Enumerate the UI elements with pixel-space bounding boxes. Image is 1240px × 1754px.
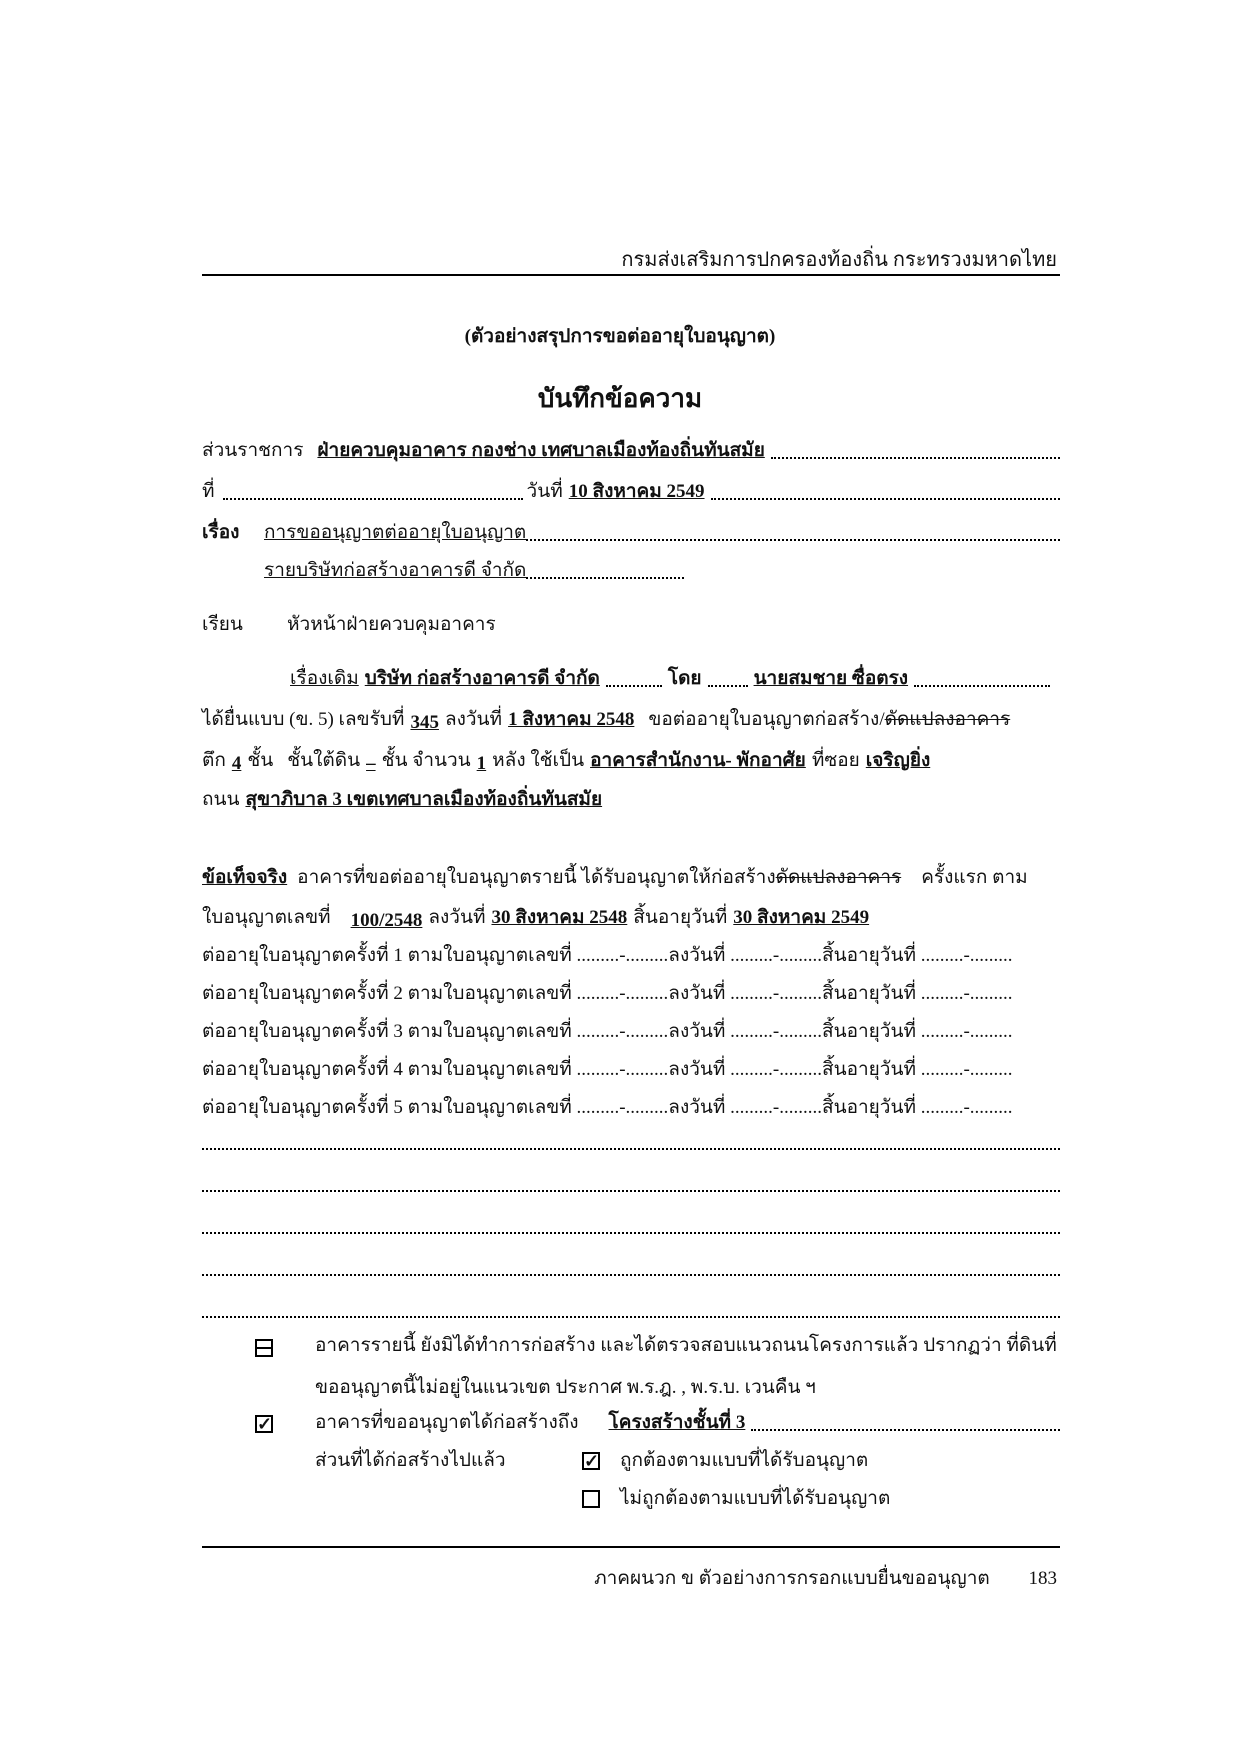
facts-label: ข้อเท็จจริง (202, 867, 288, 888)
subject-fill (526, 539, 1060, 541)
basement-label: ชั้นใต้ดิน (287, 750, 361, 771)
check-item2-value: โครงสร้างชั้นที่ 3 (608, 1412, 746, 1433)
document-subtitle: (ตัวอย่างสรุปการขอต่ออายุใบอนุญาต) (464, 326, 776, 347)
use-label: หลัง ใช้เป็น (492, 750, 585, 771)
facts-strike: ดัดแปลงอาคาร (775, 867, 902, 888)
subject-fill2 (526, 577, 684, 579)
blank-line (202, 1274, 1060, 1276)
opt-correct-label: ถูกต้องตามแบบที่ได้รับอนุญาต (620, 1450, 869, 1471)
ref-date-row (202, 476, 1060, 506)
to-value: หัวหน้าฝ่ายควบคุมอาคาร (287, 614, 496, 635)
footer-rule (202, 1546, 1060, 1548)
subject-line2: รายบริษัทก่อสร้างอาคารดี จำกัด (264, 560, 527, 581)
floors-unit: ชั้น (247, 750, 274, 771)
fill (751, 1429, 1060, 1431)
footer (588, 1563, 1057, 1593)
filed-date: 1 สิงหาคม 2548 (508, 709, 635, 730)
road-label: ถนน (202, 789, 240, 810)
subject-row (202, 517, 1060, 547)
use-value: อาคารสำนักงาน- พักอาศัย (590, 750, 806, 771)
correct-checkbox[interactable]: ✓ (584, 1451, 600, 1471)
background-row3 (202, 745, 1060, 775)
ref-label: ที่ (202, 481, 215, 502)
soi-value: เจริญยิ่ง (865, 750, 931, 771)
renewal-row: ต่ออายุใบอนุญาตครั้งที่ 1 ตามใบอนุญาตเลขที่ .........-.........ลงวันที่ .........-.........สิ้นอายุวันที่ .........-......... (202, 945, 1013, 966)
blank-line (202, 1316, 1060, 1318)
floors-value: 4 (231, 753, 242, 774)
background-row1 (290, 663, 1050, 693)
renewal-row: ต่ออายุใบอนุญาตครั้งที่ 3 ตามใบอนุญาตเลขที่ .........-.........ลงวันที่ .........-.........สิ้นอายุวันที่ .........-......... (202, 1021, 1013, 1042)
expiry-label: สิ้นอายุวันที่ (633, 907, 728, 928)
check-item2-row (315, 1407, 1060, 1437)
agency-row (202, 435, 1060, 465)
building-label: ตึก (202, 750, 226, 771)
soi-label: ที่ซอย (811, 750, 860, 771)
fill (914, 685, 1050, 687)
expiry-date: 30 สิงหาคม 2549 (733, 907, 870, 928)
background-row2 (202, 704, 1060, 734)
blank-line (202, 1190, 1060, 1192)
renewal-row: ต่ออายุใบอนุญาตครั้งที่ 2 ตามใบอนุญาตเลขที่ .........-.........ลงวันที่ .........-.........สิ้นอายุวันที่ .........-......... (202, 983, 1013, 1004)
blank-line (202, 1148, 1060, 1150)
facts-line1: อาคารที่ขอต่ออายุใบอนุญาตรายนี้ ได้รับอนุญาตให้ก่อสร้าง (297, 867, 776, 888)
request-text: ขอต่ออายุใบอนุญาตก่อสร้าง/ (648, 709, 885, 730)
background-row4 (202, 784, 1060, 814)
permit-date: 30 สิงหาคม 2548 (491, 907, 628, 928)
agency-label: ส่วนราชการ (202, 440, 304, 461)
by-label: โดย (667, 668, 702, 689)
road-value: สุขาภิบาล 3 เขตเทศบาลเมืองท้องถิ่นทันสมัย (245, 789, 603, 810)
unchecked-strike-checkbox[interactable] (255, 1339, 273, 1357)
to-row (202, 609, 1060, 639)
background-label: เรื่องเดิม (290, 668, 359, 689)
facts-row1 (202, 862, 1060, 892)
filed-dated-label: ลงวันที่ (444, 709, 503, 730)
blank-line (202, 1232, 1060, 1234)
check-item1-line2: ขออนุญาตนี้ไม่อยู่ในแนวเขต ประกาศ พ.ร.ฎ. , พ.ร.บ. เวนคืน ฯ (315, 1377, 816, 1398)
header-organization: กรมส่งเสริมการปกครองท้องถิ่น กระทรวงมหาดไทย (621, 249, 1057, 271)
built-label: ส่วนที่ได้ก่อสร้างไปแล้ว (315, 1450, 506, 1471)
basement-value: – (366, 753, 376, 774)
background-company: บริษัท ก่อสร้างอาคารดี จำกัด (364, 668, 600, 689)
background-person: นายสมชาย ซื่อตรง (753, 668, 909, 689)
agency-value: ฝ่ายควบคุมอาคาร กองช่าง เทศบาลเมืองท้องถิ่นทันสมัย (317, 440, 765, 461)
subject-row2 (264, 555, 684, 585)
permit-no: 100/2548 (350, 910, 423, 931)
renewal-row: ต่ออายุใบอนุญาตครั้งที่ 5 ตามใบอนุญาตเลขที่ .........-.........ลงวันที่ .........-.........สิ้นอายุวันที่ .........-......... (202, 1097, 1013, 1118)
to-label: เรียน (202, 614, 243, 635)
count-value: 1 (476, 753, 487, 774)
renewal-row: ต่ออายุใบอนุญาตครั้งที่ 4 ตามใบอนุญาตเลขที่ .........-.........ลงวันที่ .........-.........สิ้นอายุวันที่ .........-......... (202, 1059, 1013, 1080)
check-item2-label: อาคารที่ขออนุญาตได้ก่อสร้างถึง (315, 1412, 579, 1433)
fill (708, 685, 748, 687)
permit-label: ใบอนุญาตเลขที่ (202, 907, 331, 928)
document-title: บันทึกข้อความ (537, 384, 703, 413)
date-fill (711, 498, 1060, 500)
header-rule (202, 274, 1060, 276)
facts-row2 (202, 902, 1060, 932)
subject-label: เรื่อง (202, 522, 240, 543)
permit-dated-label: ลงวันที่ (428, 907, 486, 928)
date-label: วันที่ (526, 481, 563, 502)
filed-text: ได้ยื่นแบบ (ข. 5) เลขรับที่ (202, 709, 405, 730)
subject-line1: การขออนุญาตต่ออายุใบอนุญาต (264, 522, 527, 543)
agency-fill (771, 457, 1060, 459)
request-strike: ดัดแปลงอาคาร (884, 709, 1011, 730)
checked-checkbox[interactable]: ✓ (257, 1414, 273, 1434)
page-number: 183 (1028, 1568, 1057, 1589)
check-item1-line1: อาคารรายนี้ ยังมิได้ทำการก่อสร้าง และได้ตรวจสอบแนวถนนโครงการแล้ว ปรากฏว่า ที่ดินที่ (315, 1335, 1057, 1356)
date-value: 10 สิงหาคม 2549 (568, 481, 705, 502)
facts-line1-end: ครั้งแรก ตาม (921, 867, 1028, 888)
incorrect-checkbox[interactable] (582, 1490, 600, 1508)
ref-fill (223, 498, 523, 500)
fill (606, 685, 662, 687)
receipt-no: 345 (410, 712, 439, 733)
footer-appendix: ภาคผนวก ข ตัวอย่างการกรอกแบบยื่นขออนุญาต (594, 1568, 990, 1589)
opt-incorrect-label: ไม่ถูกต้องตามแบบที่ได้รับอนุญาต (620, 1488, 891, 1509)
basement-unit: ชั้น จำนวน (381, 750, 471, 771)
